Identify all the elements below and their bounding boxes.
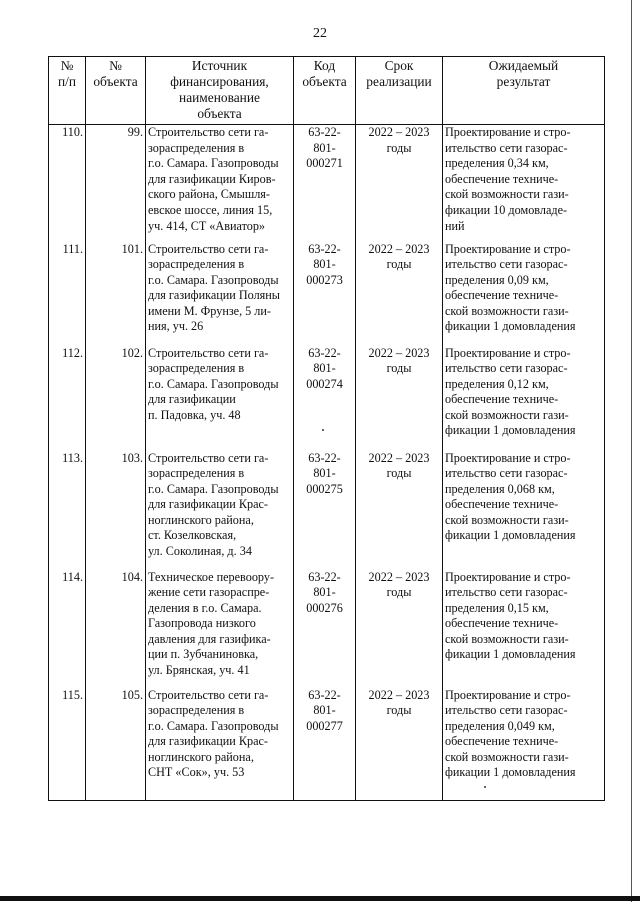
scan-speck (322, 429, 324, 431)
cell-line: 2022 – 2023 (368, 450, 430, 465)
cell-line: для газификации Киров- (148, 171, 276, 186)
cell-line: 2022 – 2023 (368, 345, 430, 360)
cell-line: для газификации (148, 392, 236, 407)
cell-line: Газопровода низкого (148, 616, 256, 631)
cell-line: обеспечение техниче- (445, 734, 559, 749)
header-text: результат (496, 74, 551, 89)
cell-line: Строительство сети га- (148, 687, 269, 702)
cell-line: годы (386, 257, 412, 272)
cell-line: ительство сети газорас- (445, 257, 568, 272)
cell-line: зораспределения в (148, 140, 245, 155)
cell-line: годы (386, 585, 412, 600)
header-code (294, 57, 356, 125)
source-cell (146, 125, 294, 242)
cell-line: Проектирование и стро- (445, 450, 571, 465)
header-text: объекта (93, 74, 138, 89)
cell-line: 000276 (306, 600, 343, 615)
cell-line: Проектирование и стро- (445, 687, 571, 702)
cell-line: пределения 0,09 км, (445, 272, 549, 287)
object-code-cell (294, 242, 356, 346)
cell-line: ской возможности гази- (445, 187, 569, 202)
header-object-num (86, 57, 146, 125)
table-row (49, 346, 605, 451)
source-cell (146, 242, 294, 346)
cell-line: ской возможности гази- (445, 749, 569, 764)
cell-line: обеспечение техниче- (445, 171, 559, 186)
cell-line: 2022 – 2023 (368, 687, 430, 702)
cell-line: годы (386, 140, 412, 155)
row-num-cell: 111. (49, 242, 86, 346)
result-cell (443, 125, 605, 242)
source-cell (146, 570, 294, 688)
cell-line: для газификации Поляны (148, 288, 280, 303)
cell-line: зораспределения в (148, 257, 245, 272)
cell-line: фикации 1 домовладения (445, 528, 576, 543)
header-text: объекта (302, 74, 347, 89)
cell-line: Проектирование и стро- (445, 569, 571, 584)
cell-line: для газификации Крас- (148, 734, 268, 749)
header-text: реализации (366, 74, 432, 89)
cell-line: ительство сети газорас- (445, 585, 568, 600)
header-text: Источник (191, 58, 248, 73)
term-cell (356, 451, 443, 570)
cell-line: 801- (313, 466, 336, 481)
cell-line: ской возможности гази- (445, 512, 569, 527)
page-number: 22 (313, 26, 327, 41)
cell-line: Строительство сети га- (148, 450, 269, 465)
cell-line: ской возможности гази- (445, 303, 569, 318)
cell-line: ительство сети газорас- (445, 466, 568, 481)
term-cell (356, 125, 443, 242)
header-source (146, 57, 294, 125)
cell-line: Строительство сети га- (148, 345, 269, 360)
cell-line: 801- (313, 585, 336, 600)
cell-line: обеспечение техниче- (445, 616, 559, 631)
cell-line: 000271 (306, 156, 343, 171)
cell-line: ния, уч. 26 (148, 319, 204, 334)
cell-line: евское шоссе, линия 15, (148, 202, 273, 217)
object-code-cell (294, 688, 356, 801)
cell-line: пределения 0,068 км, (445, 481, 555, 496)
cell-line: 801- (313, 257, 336, 272)
table-row (49, 451, 605, 570)
result-cell (443, 451, 605, 570)
header-text: № (109, 58, 122, 73)
cell-line: г.о. Самара. Газопроводы (148, 481, 279, 496)
cell-line: пределения 0,12 км, (445, 376, 549, 391)
term-cell (356, 346, 443, 451)
object-num-cell: 105. (86, 688, 146, 801)
cell-line: 2022 – 2023 (368, 125, 430, 139)
cell-line: зораспределения в (148, 466, 245, 481)
cell-line: годы (386, 703, 412, 718)
cell-line: 000277 (306, 718, 343, 733)
table-row (49, 242, 605, 346)
cell-line: 801- (313, 703, 336, 718)
source-cell (146, 688, 294, 801)
cell-line: пределения 0,34 км, (445, 156, 549, 171)
row-num-cell: 115. (49, 688, 86, 801)
cell-line: пределения 0,15 км, (445, 600, 549, 615)
cell-line: 801- (313, 361, 336, 376)
result-cell (443, 688, 605, 801)
table-header-row (49, 57, 605, 125)
header-text: наименование (179, 90, 260, 105)
cell-line: ительство сети газорас- (445, 703, 568, 718)
row-num-cell: 114. (49, 570, 86, 688)
source-cell (146, 346, 294, 451)
cell-line: ции п. Зубчаниновка, (148, 647, 259, 662)
result-cell (443, 242, 605, 346)
header-text: Ожидаемый (488, 58, 559, 73)
term-cell (356, 570, 443, 688)
cell-line: деления в г.о. Самара. (148, 600, 262, 615)
cell-line: г.о. Самара. Газопроводы (148, 718, 279, 733)
cell-line: давления для газифика- (148, 631, 271, 646)
cell-line: ноглинского района, (148, 512, 254, 527)
header-result (443, 57, 605, 125)
table-row (49, 125, 605, 242)
header-text: п/п (57, 74, 77, 89)
cell-line: для газификации Крас- (148, 497, 268, 512)
source-cell (146, 451, 294, 570)
term-cell (356, 242, 443, 346)
cell-line: пределения 0,049 км, (445, 718, 555, 733)
object-code-cell (294, 570, 356, 688)
object-code-cell (294, 451, 356, 570)
cell-line: 000273 (306, 272, 343, 287)
cell-line: ул. Соколиная, д. 34 (148, 544, 252, 559)
cell-line: ительство сети газорас- (445, 361, 568, 376)
cell-line: Проектирование и стро- (445, 241, 571, 256)
cell-line: обеспечение техниче- (445, 497, 559, 512)
cell-line: зораспределения в (148, 361, 245, 376)
cell-line: Строительство сети га- (148, 125, 269, 139)
cell-line: Строительство сети га- (148, 241, 269, 256)
table-body (49, 125, 605, 801)
cell-line: ской возможности гази- (445, 407, 569, 422)
page-edge-line (631, 0, 632, 902)
cell-line: ноглинского района, (148, 749, 254, 764)
header-text: № (60, 58, 74, 73)
cell-line: ской возможности гази- (445, 631, 569, 646)
cell-line: фикации 1 домовладения (445, 319, 576, 334)
cell-line: ст. Козелковская, (148, 528, 237, 543)
cell-line: 63-22- (308, 345, 341, 360)
cell-line: уч. 414, СТ «Авиатор» (148, 218, 266, 233)
scan-speck (484, 786, 486, 788)
header-text: финансирования, (170, 74, 269, 89)
cell-line: обеспечение техниче- (445, 288, 559, 303)
cell-line: 2022 – 2023 (368, 241, 430, 256)
cell-line: Проектирование и стро- (445, 345, 571, 360)
cell-line: г.о. Самара. Газопроводы (148, 376, 279, 391)
header-term (356, 57, 443, 125)
table-row (49, 688, 605, 801)
cell-line: ул. Брянская, уч. 41 (148, 663, 250, 678)
cell-line: 63-22- (308, 569, 341, 584)
cell-line: ний (445, 218, 465, 233)
cell-line: зораспределения в (148, 703, 245, 718)
cell-line: Проектирование и стро- (445, 125, 571, 139)
cell-line: Техническое перевоору- (148, 569, 274, 584)
cell-line: 2022 – 2023 (368, 569, 430, 584)
cell-line: фикации 1 домовладения (445, 765, 576, 780)
cell-line: ительство сети газорас- (445, 140, 568, 155)
cell-line: 000274 (306, 376, 343, 391)
projects-table (48, 56, 605, 801)
table-row (49, 570, 605, 688)
cell-line: обеспечение техниче- (445, 392, 559, 407)
object-num-cell: 104. (86, 570, 146, 688)
header-text: объекта (197, 106, 242, 121)
cell-line: 63-22- (308, 687, 341, 702)
cell-line: 000275 (306, 481, 343, 496)
cell-line: г.о. Самара. Газопроводы (148, 156, 279, 171)
term-cell (356, 688, 443, 801)
cell-line: фикации 1 домовладения (445, 423, 576, 438)
object-num-cell: 102. (86, 346, 146, 451)
header-num (49, 57, 86, 125)
object-num-cell: 103. (86, 451, 146, 570)
result-cell (443, 570, 605, 688)
cell-line: жение сети газораспре- (148, 585, 270, 600)
cell-line: фикации 1 домовладения (445, 647, 576, 662)
cell-line: СНТ «Сок», уч. 53 (148, 765, 245, 780)
cell-line: г.о. Самара. Газопроводы (148, 272, 279, 287)
header-text: Срок (384, 58, 414, 73)
page-bottom-edge (0, 896, 640, 901)
row-num-cell: 113. (49, 451, 86, 570)
object-num-cell: 99. (86, 125, 146, 242)
cell-line: 801- (313, 140, 336, 155)
object-code-cell (294, 125, 356, 242)
cell-line: имени М. Фрунзе, 5 ли- (148, 303, 271, 318)
cell-line: годы (386, 361, 412, 376)
cell-line: фикации 10 домовладе- (445, 202, 568, 217)
cell-line: п. Падовка, уч. 48 (148, 407, 241, 422)
object-num-cell: 101. (86, 242, 146, 346)
result-cell (443, 346, 605, 451)
cell-line: 63-22- (308, 125, 341, 139)
cell-line: 63-22- (308, 450, 341, 465)
row-num-cell: 112. (49, 346, 86, 451)
cell-line: ского района, Смышля- (148, 187, 270, 202)
cell-line: годы (386, 466, 412, 481)
cell-line: 63-22- (308, 241, 341, 256)
row-num-cell: 110. (49, 125, 86, 242)
object-code-cell (294, 346, 356, 451)
header-text: Код (313, 58, 336, 73)
